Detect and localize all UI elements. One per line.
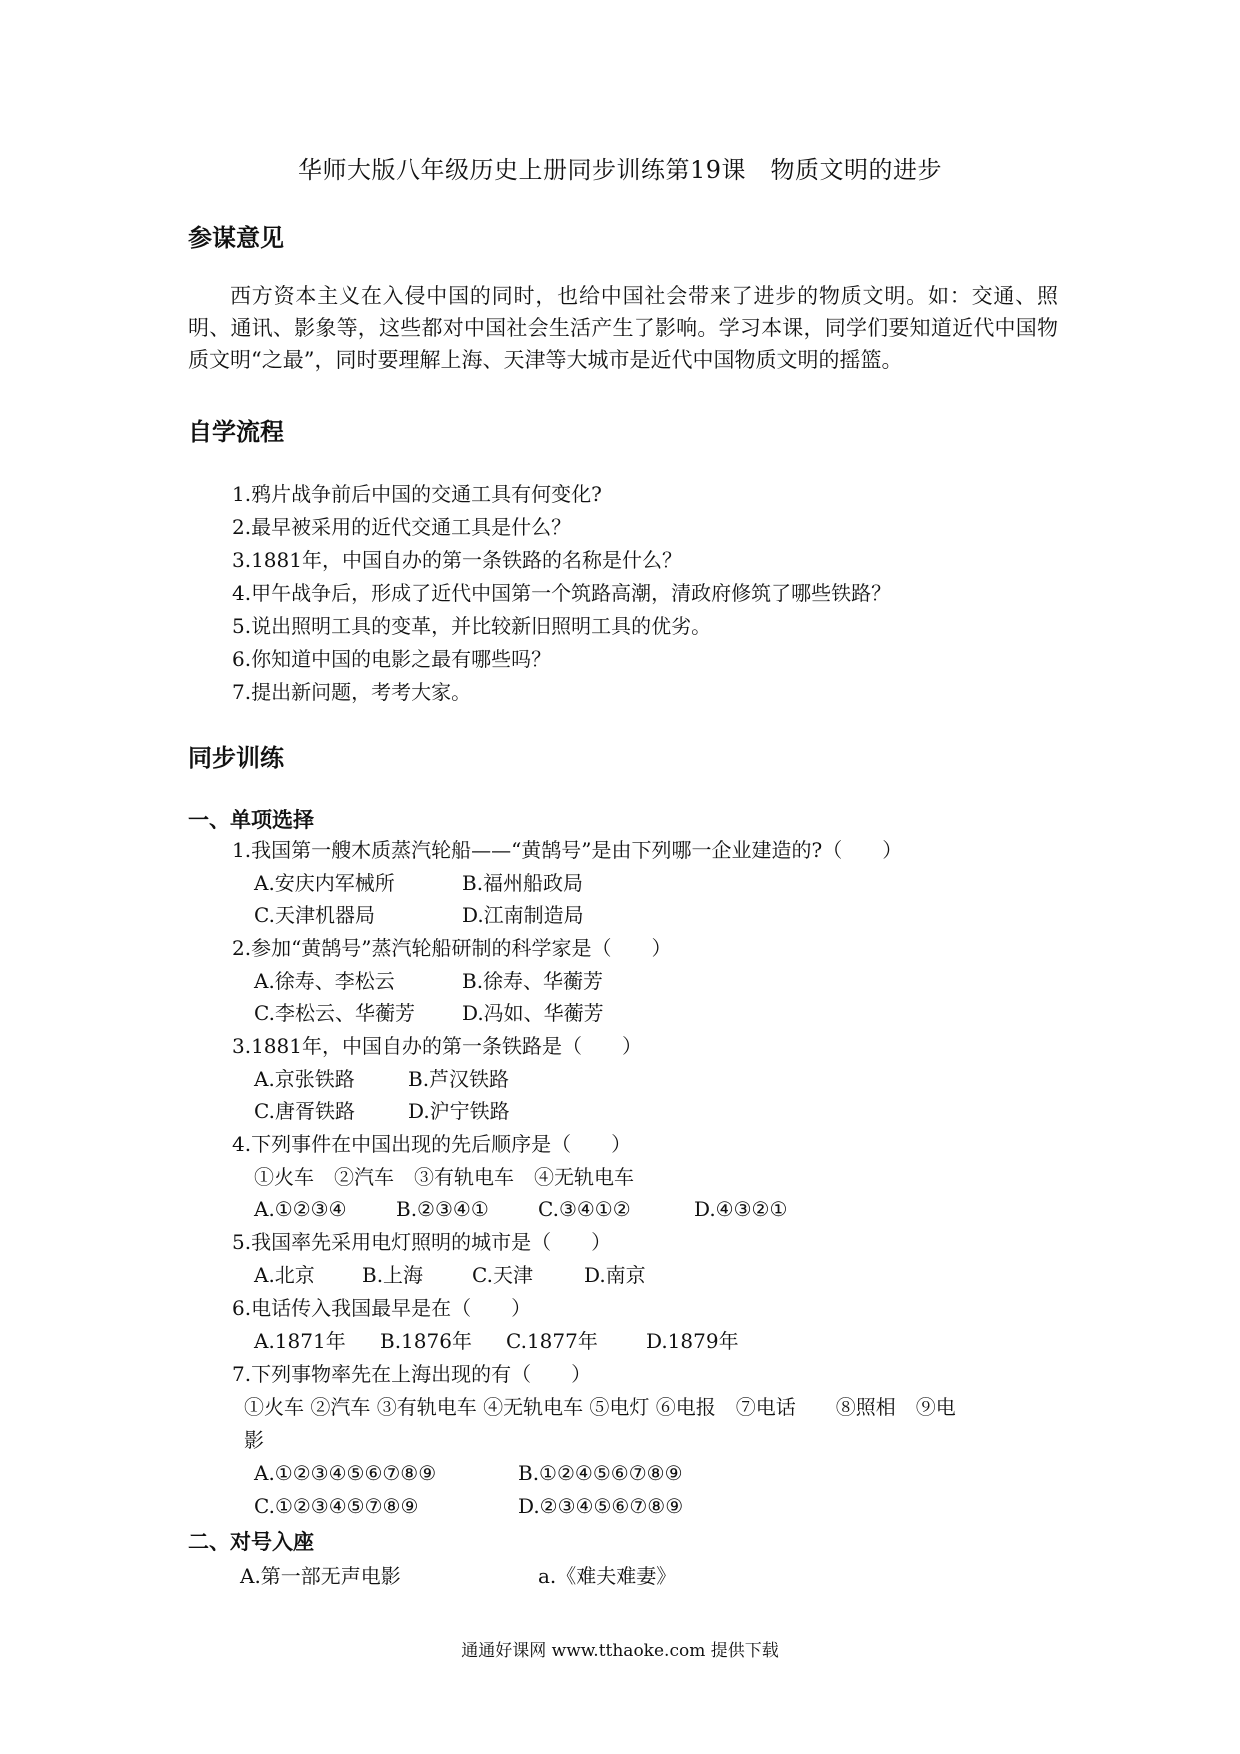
- option-a: A.①②③④⑤⑥⑦⑧⑨: [254, 1461, 437, 1485]
- question-5-stem: 5.我国率先采用电灯照明的城市是（ ）: [232, 1230, 612, 1254]
- option-a: A.京张铁路: [254, 1067, 355, 1091]
- matching-right-item: a.《难夫难妻》: [538, 1564, 677, 1588]
- option-d: D.②③④⑤⑥⑦⑧⑨: [518, 1494, 684, 1518]
- option-d: D.南京: [584, 1263, 646, 1287]
- part2-heading: 二、对号入座: [188, 1530, 314, 1554]
- option-a: A.北京: [254, 1263, 315, 1287]
- list-item: 1.鸦片战争前后中国的交通工具有何变化?: [232, 482, 602, 506]
- option-c: C.1877年: [506, 1329, 598, 1353]
- section-heading-tongbu: 同步训练: [188, 744, 284, 772]
- option-a: A.1871年: [254, 1329, 346, 1353]
- self-study-list: [232, 478, 891, 709]
- option-b: B.①②④⑤⑥⑦⑧⑨: [518, 1461, 683, 1485]
- list-item: 4.甲午战争后，形成了近代中国第一个筑路高潮，清政府修筑了哪些铁路？: [232, 581, 892, 605]
- list-item: 5.说出照明工具的变革，并比较新旧照明工具的优劣。: [232, 614, 712, 638]
- document-title: 华师大版八年级历史上册同步训练第19课 物质文明的进步: [297, 156, 943, 184]
- section-heading-canmou: 参谋意见: [188, 224, 284, 252]
- option-d: D.④③②①: [694, 1197, 788, 1221]
- matching-left-item: A.第一部无声电影: [240, 1564, 401, 1588]
- list-item: 3.1881年，中国自办的第一条铁路的名称是什么？: [232, 548, 682, 572]
- option-d: D.沪宁铁路: [408, 1099, 510, 1123]
- list-item: 6.你知道中国的电影之最有哪些吗？: [232, 647, 552, 671]
- option-a: A.徐寿、李松云: [254, 969, 395, 993]
- option-c: C.天津机器局: [254, 903, 375, 927]
- option-c: C.李松云、华蘅芳: [254, 1001, 415, 1025]
- option-d: D.1879年: [646, 1329, 739, 1353]
- option-a: A.①②③④: [254, 1197, 347, 1221]
- question-7-items-line2: 影: [244, 1428, 264, 1452]
- option-c: C.唐胥铁路: [254, 1099, 355, 1123]
- option-b: B.②③④①: [396, 1197, 489, 1221]
- question-4-stem: 4.下列事件在中国出现的先后顺序是（ ）: [232, 1132, 632, 1156]
- intro-paragraph: 西方资本主义在入侵中国的同时，也给中国社会带来了进步的物质文明。如：交通、照明、通讯、影象等，这些都对中国社会生活产生了影响。学习本课，同学们要知道近代中国物质文明“之最”，同时要理解上海、天津等大城市是近代中国物质文明的摇篮。: [188, 284, 1058, 372]
- option-d: D.冯如、华蘅芳: [462, 1001, 604, 1025]
- option-b: B.上海: [362, 1263, 424, 1287]
- question-1-stem: 1.我国第一艘木质蒸汽轮船——“黄鹄号”是由下列哪一企业建造的?（ ）: [232, 838, 903, 862]
- page-footer: 通通好课网 www.tthaoke.com 提供下载: [461, 1641, 779, 1661]
- question-6-stem: 6.电话传入我国最早是在（ ）: [232, 1296, 532, 1320]
- question-7-stem: 7.下列事物率先在上海出现的有（ ）: [232, 1362, 592, 1386]
- option-c: C.①②③④⑤⑦⑧⑨: [254, 1494, 419, 1518]
- option-b: B.芦汉铁路: [408, 1067, 510, 1091]
- option-c: C.天津: [472, 1263, 533, 1287]
- option-c: C.③④①②: [538, 1197, 631, 1221]
- option-b: B.1876年: [380, 1329, 472, 1353]
- list-item: 7.提出新问题，考考大家。: [232, 680, 472, 704]
- question-3-stem: 3.1881年，中国自办的第一条铁路是（ ）: [232, 1034, 642, 1058]
- question-4-items: ①火车 ②汽车 ③有轨电车 ④无轨电车: [254, 1165, 634, 1189]
- list-item: 2.最早被采用的近代交通工具是什么？: [232, 515, 572, 539]
- option-a: A.安庆内军械所: [254, 871, 395, 895]
- question-2-stem: 2.参加“黄鹄号”蒸汽轮船研制的科学家是（ ）: [232, 936, 672, 960]
- section-heading-zixue: 自学流程: [188, 418, 284, 446]
- part1-heading: 一、单项选择: [188, 808, 314, 832]
- question-7-items-line1: ①火车 ②汽车 ③有轨电车 ④无轨电车 ⑤电灯 ⑥电报 ⑦电话 ⑧照相 ⑨电: [244, 1395, 956, 1419]
- option-d: D.江南制造局: [462, 903, 584, 927]
- option-b: B.徐寿、华蘅芳: [462, 969, 604, 993]
- option-b: B.福州船政局: [462, 871, 584, 895]
